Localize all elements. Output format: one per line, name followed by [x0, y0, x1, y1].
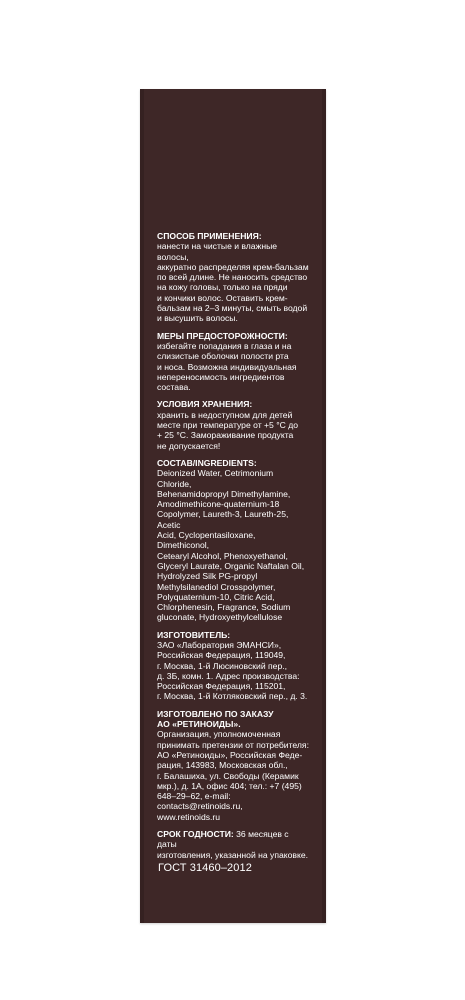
- manufacturer-heading: ИЗГОТОВИТЕЛЬ:: [157, 629, 231, 640]
- ordered-by-heading: ИЗГОТОВЛЕНО ПО ЗАКАЗУ АО «РЕТИНОИДЫ».: [157, 708, 274, 730]
- ingredients-heading: СОСТАВ/INGREDIENTS:: [157, 457, 257, 468]
- ordered-by-text: Организация, уполномоченная принимать претензии от потребителя: АО «Ретиноиды», Российская Феде- рация, 143983, Московская обл., г. Балашиха, ул. Свободы (Керамик мкр.), д. 1А, офис 404; тел.: +7 (495) 648–29–62, e-mail: contacts@retinoids.ru, www.retinoids.ru: [157, 729, 309, 822]
- ordered-by-section: [157, 709, 309, 822]
- label-text-block: [157, 231, 309, 867]
- usage-section: [157, 231, 309, 324]
- shelf-life-line: [157, 829, 309, 860]
- shelf-life-section: [157, 829, 309, 860]
- usage-heading: СПОСОБ ПРИМЕНЕНИЯ:: [157, 231, 262, 241]
- storage-text: хранить в недоступном для детей месте при температуре от +5 °C до + 25 °C. Замораживание продукта не допускается!: [157, 409, 299, 451]
- storage-section: [157, 399, 309, 450]
- precautions-heading: МEРЫ ПРЕДОСТОРОЖНОСТИ:: [157, 330, 288, 341]
- precautions-text: избегайте попадания в глаза и на слизистые оболочки полости рта и носа. Возможна индивидуальная непереносимость ингредиентов состава.: [157, 340, 297, 393]
- shelf-life-text: 36 месяцев с даты изготовления, указанной на упаковке.: [157, 829, 309, 860]
- storage-heading: УСЛОВИЯ ХРАНЕНИЯ:: [157, 399, 253, 410]
- precautions-section: [157, 331, 309, 393]
- usage-text: нанести на чистые и влажные волосы, аккуратно распределяя крем-бальзам по всей длине. Не наносить средство на кожу головы, только на пряди и кончики волос. Оставить крем- бальзам на 2–3 минуты, смыть водой и высушить волосы.: [157, 241, 309, 324]
- box-right-edge: [322, 89, 326, 923]
- manufacturer-text: ЗАО «Лаборатория ЭМАНСИ», Российская Федерация, 119049, г. Москва, 1-й Люсиновский пер., д. 3Б, комн. 1. Адрес производства: Российская Федерация, 115201, г. Москва, 1-й Котляковский пер., д. 3.: [157, 639, 308, 702]
- shelf-life-heading: СРОК ГОДНОСТИ:: [157, 829, 234, 840]
- box-left-edge: [140, 89, 144, 923]
- manufacturer-section: [157, 630, 309, 702]
- ingredients-section: [157, 458, 309, 623]
- ingredients-text: Deionized Water, Cetrimonium Chloride, Behenamidopropyl Dimethylamine, Amodimethicone-quaternium-18 Copolymer, Laureth-3, Laureth-25, Acetic Acid, Cyclopentasiloxane, Dimethiconol, Cetearyl Alcohol, Phenoxyethanol, Glyceryl Laurate, Organic Naftalan Oil, Hydrolyzed Silk PG-propyl Methylsilanediol Crosspolymer, Polyquaternium-10, Citric Acid, Chlorphenesin, Fragrance, Sodium gluconate, Hydroxyethylcellulose: [157, 468, 305, 623]
- gost-standard: ГОСТ 31460–2012: [158, 862, 252, 874]
